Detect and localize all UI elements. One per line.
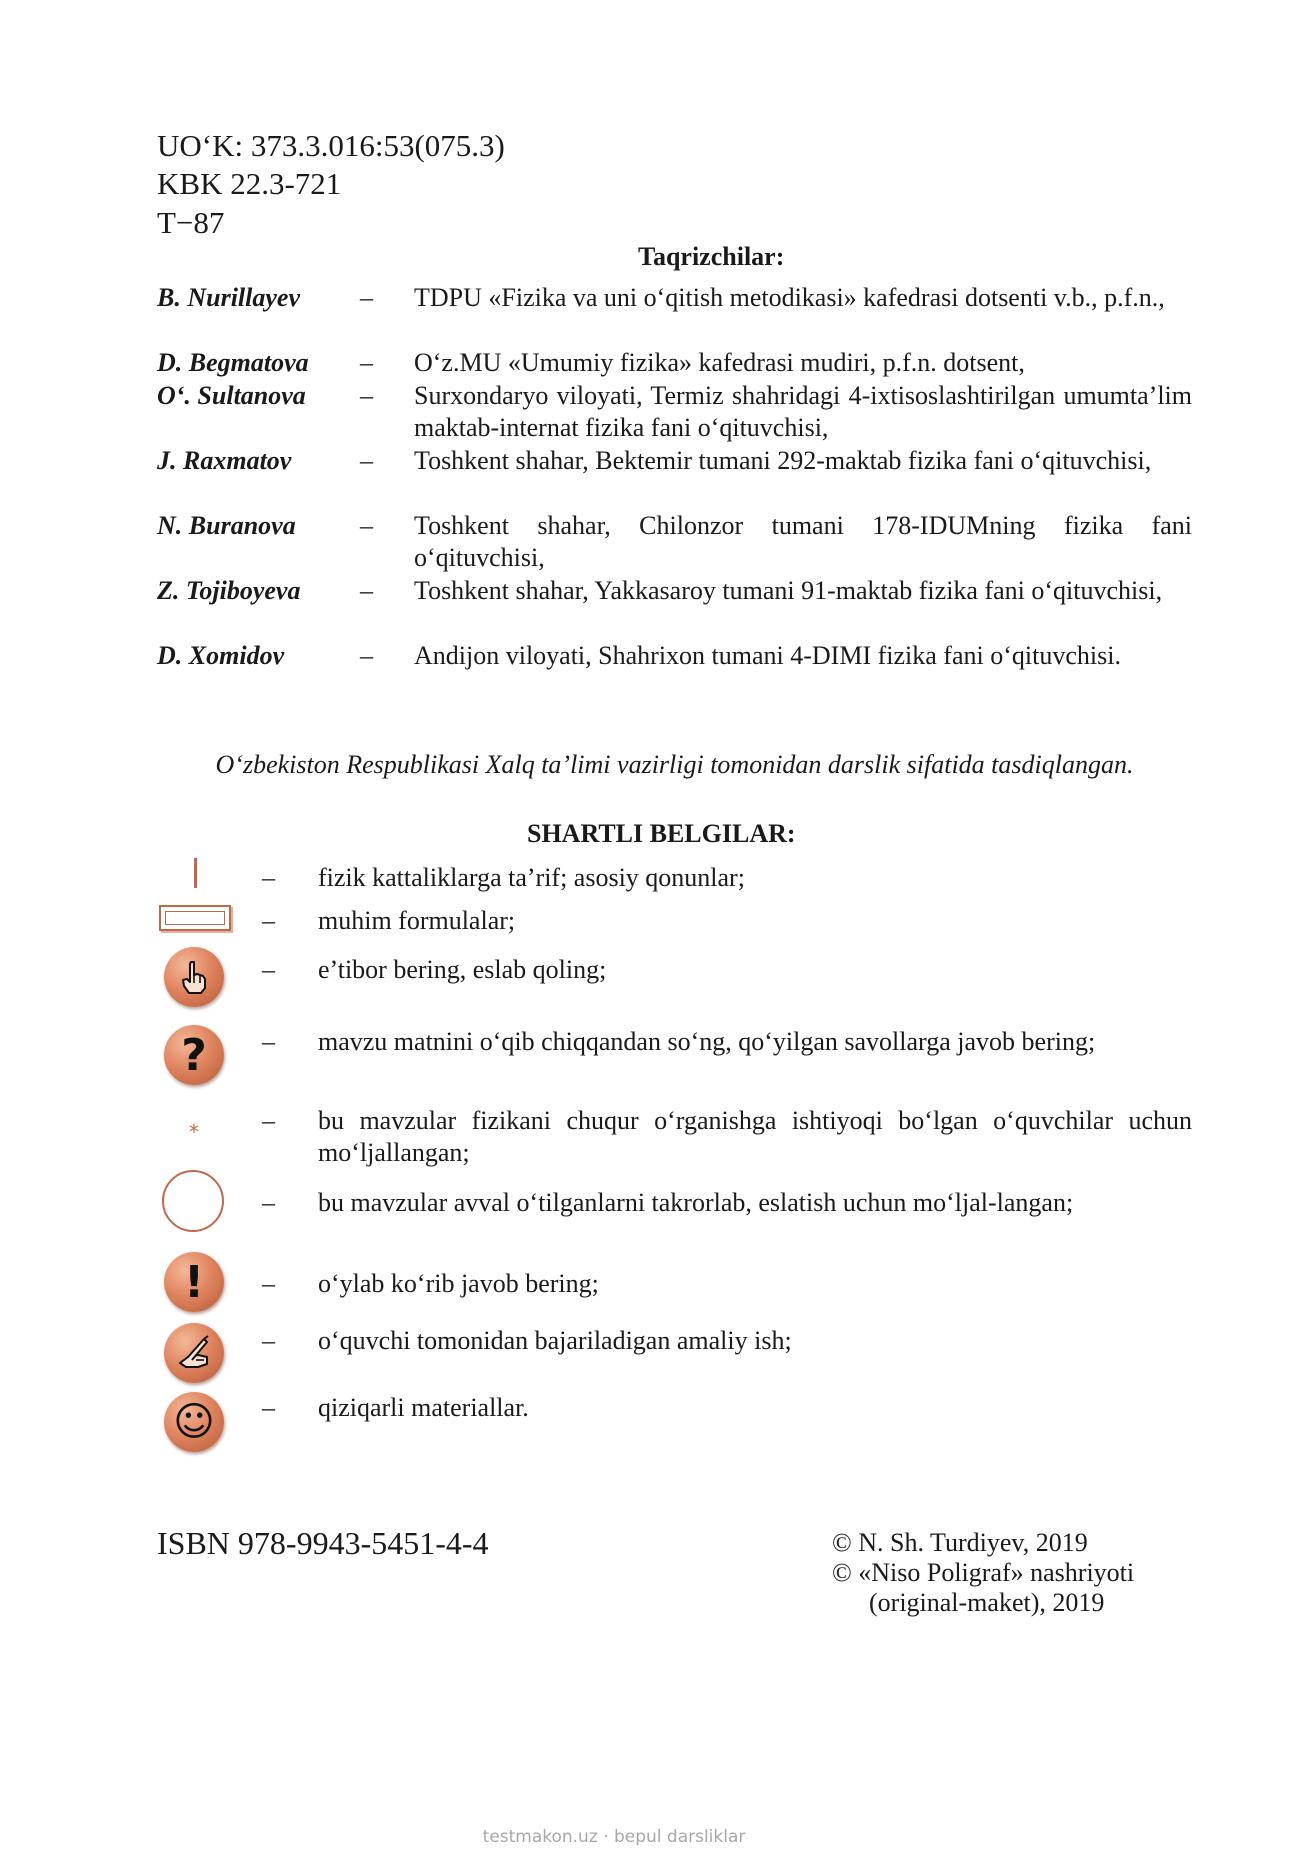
reviewer-name: B. Nurillayev: [157, 283, 300, 312]
symbol-dash: –: [262, 1106, 275, 1135]
rectangle-frame-icon: [159, 905, 231, 931]
asterisk-icon: *: [189, 1120, 199, 1144]
question-mark-icon: ?: [164, 1025, 224, 1085]
footer-watermark[interactable]: testmakon.uz · bepul darsliklar: [482, 1827, 746, 1847]
reviewer-description: Toshkent shahar, Bektemir tumani 292-maktab fizika fani o‘qituvchisi,: [414, 446, 1152, 475]
symbol-description: fizik kattaliklarga ta’rif; asosiy qonunlar;: [318, 863, 745, 892]
symbol-dash: –: [262, 863, 275, 892]
symbol-description: e’tibor bering, eslab qoling;: [318, 955, 607, 984]
reviewer-name: O‘. Sultanova: [157, 381, 306, 410]
reviewers-heading: Taqrizchilar:: [638, 242, 785, 271]
approval-note: O‘zbekiston Respublikasi Xalq ta’limi vazirligi tomonidan darslik sifatida tasdiqlangan.: [215, 750, 1134, 779]
symbol-dash: –: [262, 1326, 275, 1355]
symbol-description: o‘quvchi tomonidan bajariladigan amaliy ish;: [318, 1326, 792, 1355]
reviewer-dash: –: [360, 348, 373, 377]
reviewer-description: Toshkent shahar, Yakkasaroy tumani 91-maktab fizika fani o‘qituvchisi,: [414, 576, 1163, 605]
symbol-dash: –: [262, 955, 275, 984]
smiley-face-icon: ☺: [164, 1392, 224, 1452]
symbol-dash: –: [262, 906, 275, 935]
symbol-description: bu mavzular fizikani chuqur o‘rganishga ishtiyoqi bo‘lgan o‘quvchilar uchun mo‘ljallangan;: [318, 1106, 1192, 1167]
reviewer-name: J. Raxmatov: [157, 446, 292, 475]
symbol-description: muhim formulalar;: [318, 906, 516, 935]
symbols-heading: SHARTLI BELGILAR:: [527, 819, 796, 848]
reviewer-description: O‘z.MU «Umumiy fizika» kafedrasi mudiri, p.f.n. dotsent,: [414, 348, 1025, 377]
reviewer-name: D. Xomidov: [157, 641, 285, 670]
symbol-description: mavzu matnini o‘qib chiqqandan so‘ng, qo‘yilgan savollarga javob bering;: [318, 1027, 1096, 1056]
reviewer-dash: –: [360, 576, 373, 605]
reviewer-dash: –: [360, 283, 373, 312]
symbol-description: bu mavzular avval o‘tilganlarni takrorlab, eslatish uchun mo‘ljal-langan;: [318, 1188, 1074, 1217]
symbol-dash: –: [262, 1393, 275, 1422]
copyright-publisher: © «Niso Poligraf» nashriyoti: [832, 1558, 1135, 1587]
reviewer-name: D. Begmatova: [157, 348, 309, 377]
reviewer-description: Andijon viloyati, Shahrixon tumani 4-DIMI fizika fani o‘qituvchisi.: [414, 641, 1121, 670]
reviewer-name: Z. Tojiboyeva: [157, 576, 301, 605]
reviewer-description: Toshkent shahar, Chilonzor tumani 178-IDUMning fizika fani o‘qituvchisi,: [414, 511, 1192, 572]
author-mark: T−87: [157, 205, 225, 240]
symbol-dash: –: [262, 1188, 275, 1217]
reviewer-dash: –: [360, 641, 373, 670]
udk-code: UO‘K: 373.3.016:53(075.3): [157, 128, 505, 163]
copyright-edition: (original-maket), 2019: [869, 1588, 1105, 1617]
copyright-author: © N. Sh. Turdiyev, 2019: [832, 1528, 1088, 1557]
reviewer-description: TDPU «Fizika va uni o‘qitish metodikasi» kafedrasi dotsenti v.b., p.f.n.,: [414, 283, 1165, 312]
reviewer-name: N. Buranova: [157, 511, 296, 540]
isbn-number: ISBN 978-9943-5451-4-4: [157, 1525, 489, 1561]
symbol-description: qiziqarli materiallar.: [318, 1393, 529, 1422]
reviewer-dash: –: [360, 446, 373, 475]
exclamation-mark-icon: !: [164, 1252, 224, 1312]
reviewer-dash: –: [360, 511, 373, 540]
pointing-hand-icon: [164, 947, 224, 1007]
reviewer-dash: –: [360, 381, 373, 410]
kbk-code: KBK 22.3-721: [157, 166, 342, 201]
reviewer-description: Surxondaryo viloyati, Termiz shahridagi 4-ixtisoslashtirilgan umumta’lim maktab-internat fizika fani o‘qituvchisi,: [414, 381, 1192, 442]
symbol-dash: –: [262, 1269, 275, 1298]
vertical-bar-icon: [194, 858, 197, 888]
symbol-dash: –: [262, 1027, 275, 1056]
writing-hand-icon: [164, 1323, 224, 1383]
empty-circle-icon: [162, 1170, 224, 1232]
symbol-description: o‘ylab ko‘rib javob bering;: [318, 1269, 599, 1298]
